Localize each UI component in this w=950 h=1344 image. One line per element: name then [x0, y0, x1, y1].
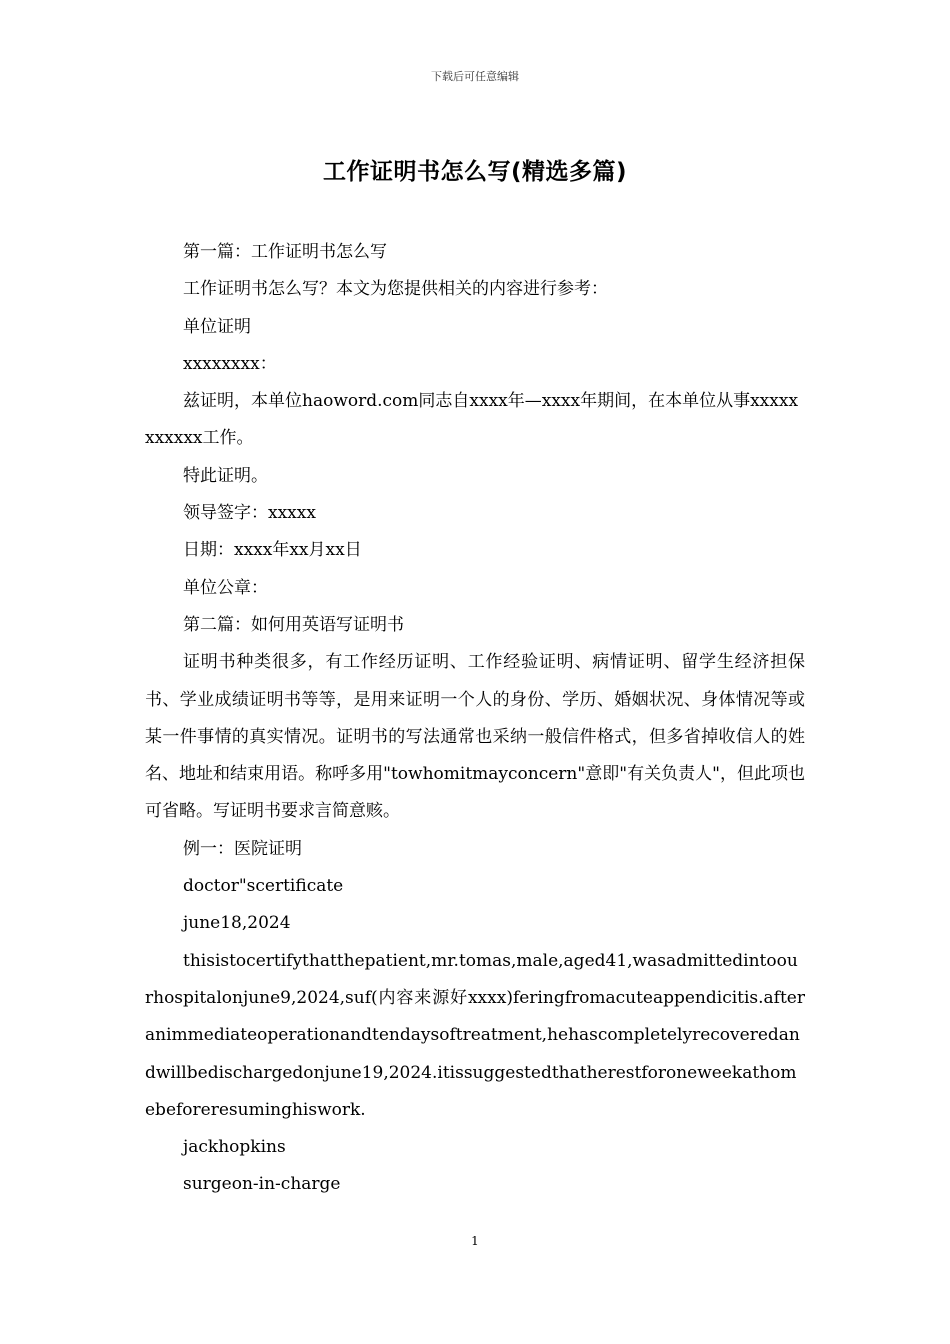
unit-seal: 单位公章： [183, 577, 268, 598]
unit-certificate-heading: 单位证明 [183, 316, 251, 337]
english-certificate-explanation: 证明书种类很多，有工作经历证明、工作经验证明、病情证明、留学生经济担保书、学业成绩证明书等等，是用来证明一个人的身份、学历、婚姻状况、身体情况等或某一件事情的真实情况。证明书的写法通常也采纳一般信件格式，但多省掉收信人的姓名、地址和结束用语。称呼多用"towhomitmayconcern"意即"有关负责人"，但此项也可省略。写证明书要求言简意赅。 [145, 652, 805, 822]
download-note: 下载后可任意编辑 [431, 70, 519, 83]
certificate-body: 兹证明，本单位haoword.com同志自xxxx年—xxxx年期间，在本单位从事xxxxxxxxxxx工作。 [145, 391, 799, 449]
example-heading: 例一：医院证明 [183, 838, 302, 859]
signer-name: jackhopkins [183, 1137, 286, 1158]
document-title: 工作证明书怎么写(精选多篇) [322, 159, 628, 185]
leader-signature: 领导签字：xxxxx [183, 503, 316, 524]
example-title: doctor"scertificate [183, 876, 344, 897]
example-body: thisistocertifythatthepatient,mr.tomas,male,aged41,wasadmittedintoourhospitalonjune9,2024,suf(内容来源好xxxx)feringfromacuteappendicitis.afteranimmediateoperationandtendaysoftreatment,hehascompletelyrecoveredandwillbedischargedonjune19,2024.itissuggestedthatherestforoneweekathomebeforeresuminghiswork. [145, 950, 805, 1120]
section-heading-1: 第一篇：工作证明书怎么写 [183, 242, 387, 262]
salutation: xxxxxxxx： [183, 353, 277, 374]
page-number: 1 [471, 1234, 479, 1248]
intro-paragraph: 工作证明书怎么写？本文为您提供相关的内容进行参考： [183, 279, 608, 300]
closing-phrase: 特此证明。 [183, 465, 268, 486]
date-line: 日期：xxxx年xx月xx日 [183, 540, 362, 561]
section-heading-2: 第二篇：如何用英语写证明书 [183, 614, 404, 635]
signer-title: surgeon-in-charge [183, 1174, 341, 1195]
example-date: june18,2024 [183, 913, 291, 934]
document-body [145, 234, 805, 1204]
